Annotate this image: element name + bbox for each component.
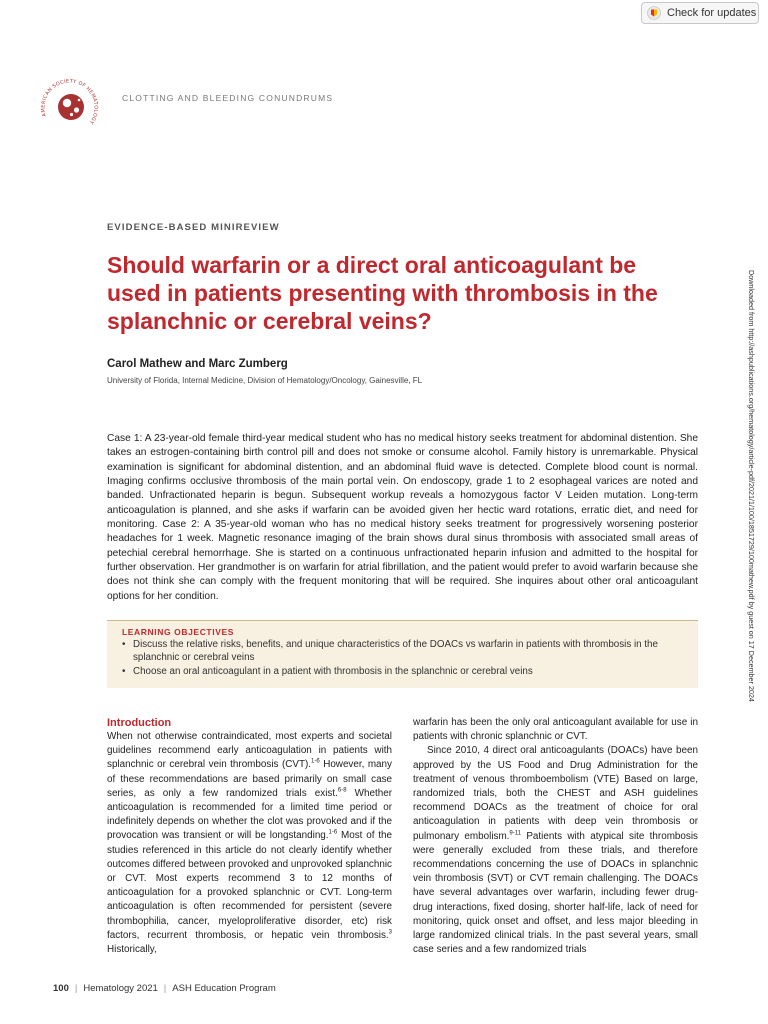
section-label: EVIDENCE-BASED MINIREVIEW xyxy=(107,222,280,233)
learning-objectives-list xyxy=(122,638,684,678)
citation: 6-8 xyxy=(337,787,347,794)
page-footer xyxy=(53,983,276,994)
introduction-paragraph: When not otherwise contraindicated, most experts and societal guidelines recommend early anticoagulation in patients with splanchnic or cerebral vein thrombosis (CVT).$^{1-6}$ However, many of these recommendations are based primarily on small case series, as only a few randomized trials exist.$^{6-8}$ Whether anticoagulation is recommended for a limited time period or indefinitely depends on whether the clot was provoked and if the provocation was transient or will be longstanding.$^{1-6}$ Most of the studies referenced in this article do not clearly identify whether outcomes differed between provoked and unprovoked splanchnic or CVT. Most experts recommend 3 to 12 months of anticoagulation for a provoked splanchnic or CVT. Long-term anticoagulation is often recommended for persistent (severe thrombophilia, cancer, myeloproliferative disorder, etc) risk factors, recurrent thrombosis, or hepatic vein thrombosis.$^3$ Historically, xyxy=(107,731,392,956)
download-note-text: Downloaded from http://ashpublications.org/hematology/article-pdf/2021/1/100/1851729/100mathew.pdf by guest on 17 December 2024 xyxy=(747,270,756,702)
svg-text:AMERICAN SOCIETY OF HEMATOLOGY: AMERICAN SOCIETY OF HEMATOLOGY xyxy=(40,78,99,126)
check-for-updates-label: Check for updates xyxy=(667,7,757,19)
authors: Carol Mathew and Marc Zumberg xyxy=(107,358,288,370)
introduction-heading: Introduction xyxy=(107,717,172,729)
footer-separator: | xyxy=(74,983,78,994)
paragraph: warfarin has been the only oral anticoagulant available for use in patients with chronic splanchnic or CVT. xyxy=(413,717,698,743)
list-item: • Discuss the relative risks, benefits, and unique characteristics of the DOACs vs warfarin in patients with thrombosis in the splanchnic or cerebral veins xyxy=(122,638,684,665)
right-column xyxy=(413,716,698,957)
article-title: Should warfarin or a direct oral anticoagulant be used in patients presenting with thrombosis in the splanchnic or cerebral veins? xyxy=(107,252,658,334)
citation: 1-6 xyxy=(311,759,320,766)
footer-separator: | xyxy=(163,983,167,994)
paragraph: Since 2010, 4 direct oral anticoagulants (DOACs) have been approved by the US Food and Drug Administration for the treatment of venous thromboembolism (VTE) Based on large, randomized trials, both the CHEST and ASH guidelines recommend DOACs as the treatment of choice for oral anticoagulation in patients with deep vein thrombosis or pulmonary embolism.$^{9-11}$ Patients with atypical site thrombosis were generally excluded from these trials, and therefore recommendations concerning the use of DOACs in splanchnic vein thrombosis (SVT) or CVT remain challenging. The DOACs have several advantages over warfarin, including fewer drug-drug interactions, fixed dosing, shorter half-life, lack of need for monitoring, quick onset and offset, and less major bleeding in large randomized clinical trials. In the past several years, small case series and a few randomized trials xyxy=(413,745,698,956)
ash-logo xyxy=(34,70,104,140)
journal-name: Hematology 2021 xyxy=(83,983,158,994)
update-badge-icon xyxy=(647,6,661,20)
affiliation: University of Florida, Internal Medicine, Division of Hematology/Oncology, Gainesville, FL xyxy=(107,376,423,385)
case-vignettes: Case 1: A 23-year-old female third-year medical student who has no medical history seeks treatment for abdominal distention. She takes an estrogen-containing birth control pill and does not smoke or consume alcohol. Family history is unremarkable. Physical examination is significant for abdominal distention, and an abdominal fluid wave is detected. Complete blood count is normal. Imaging confirms occlusive thrombosis of the main portal vein. On endoscopy, grade 1 to 2 esophageal varices are noted and banded. Unfractionated heparin is begun. Subsequent workup reveals a homozygous factor V Leiden mutation. Long-term anticoagulation is planned, and she asks if warfarin can be avoided given her hectic ward rotations, erratic diet, and need for monitoring. Case 2: A 35-year-old woman who has no medical history seeks treatment for progressively worsening posterior headaches for 1 week. Magnetic resonance imaging of the brain shows dural sinus thrombosis with associated small areas of petechial cerebral hemorrhage. She is started on a continuous unfractionated heparin infusion and admitted to the hospital for further observation. Her grandmother is on warfarin for atrial fibrillation, and the patient would prefer to avoid warfarin because she does not think she can comply with the frequent monitoring that will be required. She inquires about other oral anticoagulant options for her condition. xyxy=(107,433,698,602)
page-number: 100 xyxy=(53,983,69,994)
learning-objectives-label: LEARNING OBJECTIVES xyxy=(122,627,234,637)
running-head: CLOTTING AND BLEEDING CONUNDRUMS xyxy=(122,93,334,103)
check-for-updates-button[interactable] xyxy=(641,2,759,24)
download-note xyxy=(746,270,756,790)
citation: 9-11 xyxy=(509,830,521,837)
learning-objectives-box xyxy=(107,620,698,688)
program-name: ASH Education Program xyxy=(172,983,276,994)
list-item: • Choose an oral anticoagulant in a patient with thrombosis in the splanchnic or cerebral veins xyxy=(122,665,684,678)
left-column xyxy=(107,716,392,957)
citation: 1-6 xyxy=(328,830,338,837)
citation: 3 xyxy=(388,929,392,936)
